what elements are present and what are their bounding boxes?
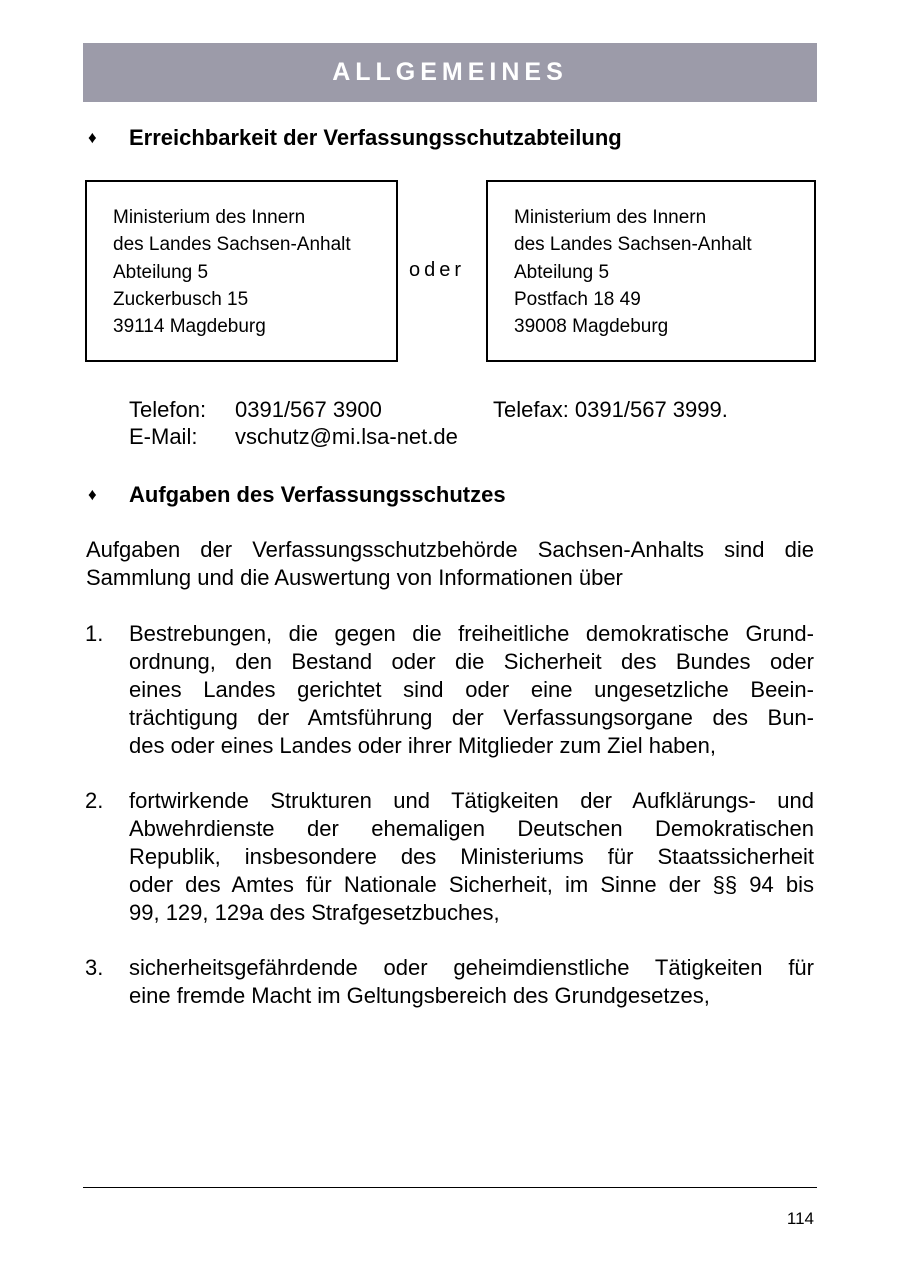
address-line: des Landes Sachsen-Anhalt [514,234,752,256]
text-line: des oder eines Landes oder ihrer Mitglieder zum Ziel haben, [129,733,716,758]
diamond-bullet-icon: ♦ [88,128,97,147]
footer-divider [83,1187,817,1188]
page-number: 114 [786,1209,814,1228]
email-value: vschutz@mi.lsa-net.de [235,424,458,449]
text-line: sicherheitsgefährdende oder geheimdienstliche Tätigkeiten für [129,955,814,980]
list-item [129,954,814,1010]
phone-row [129,396,382,423]
text-line: ordnung, den Bestand oder die Sicherheit des Bundes oder [129,649,814,674]
address-line: Postfach 18 49 [514,288,641,310]
address-line: 39114 Magdeburg [113,316,266,338]
phone-value: 0391/567 3900 [235,397,382,422]
phone-label: Telefon: [129,397,207,422]
address-line: Ministerium des Innern [113,207,306,228]
email-row [129,423,458,450]
text-line: 99, 129, 129a des Strafgesetzbuches, [129,900,500,925]
text-line: eine fremde Macht im Geltungsbereich des Grundgesetzes, [129,983,710,1008]
text-line: Republik, insbesondere des Ministeriums für Staatssicherheit [129,844,814,869]
address-line: 39008 Magdeburg [514,316,669,338]
heading-tasks-text: Aufgaben des Verfassungsschutzes [129,482,506,507]
heading-reachability-text: Erreichbarkeit der Verfassungsschutzabteilung [129,125,622,150]
text-line: trächtigung der Amtsführung der Verfassungsorgane des Bun- [129,705,814,730]
text-line: fortwirkende Strukturen und Tätigkeiten der Aufklärungs- und [129,788,814,813]
list-item [129,787,814,927]
intro-paragraph [86,536,814,592]
address-line: Abteilung 5 [514,261,610,283]
section-banner: ALLGEMEINES [83,43,817,102]
list-item [129,620,814,760]
fax-text: Telefax: 0391/567 3999. [493,397,728,422]
address-box-postbox [486,180,816,362]
or-separator: oder [409,259,466,281]
text-line: oder des Amtes für Nationale Sicherheit, im Sinne der §§ 94 bis [129,872,814,897]
list-number: 3. [85,955,104,980]
address-line: Abteilung 5 [113,261,209,283]
text-line: eines Landes gerichtet sind oder eine ungesetzliche Beein- [129,677,814,702]
address-box-street [85,180,398,362]
address-line: Zuckerbusch 15 [113,288,249,310]
address-line: des Landes Sachsen-Anhalt [113,234,351,256]
text-line: Bestrebungen, die gegen die freiheitliche demokratische Grund- [129,621,814,646]
email-label: E-Mail: [129,424,198,449]
text-line: Aufgaben der Verfassungsschutzbehörde Sachsen-Anhalts sind die [86,537,814,562]
list-number: 2. [85,788,104,813]
text-line: Abwehrdienste der ehemaligen Deutschen Demokratischen [129,816,814,841]
text-line: Sammlung und die Auswertung von Informationen über [86,565,623,590]
diamond-bullet-icon: ♦ [88,485,97,504]
address-line: Ministerium des Innern [514,207,707,228]
list-number: 1. [85,621,104,646]
